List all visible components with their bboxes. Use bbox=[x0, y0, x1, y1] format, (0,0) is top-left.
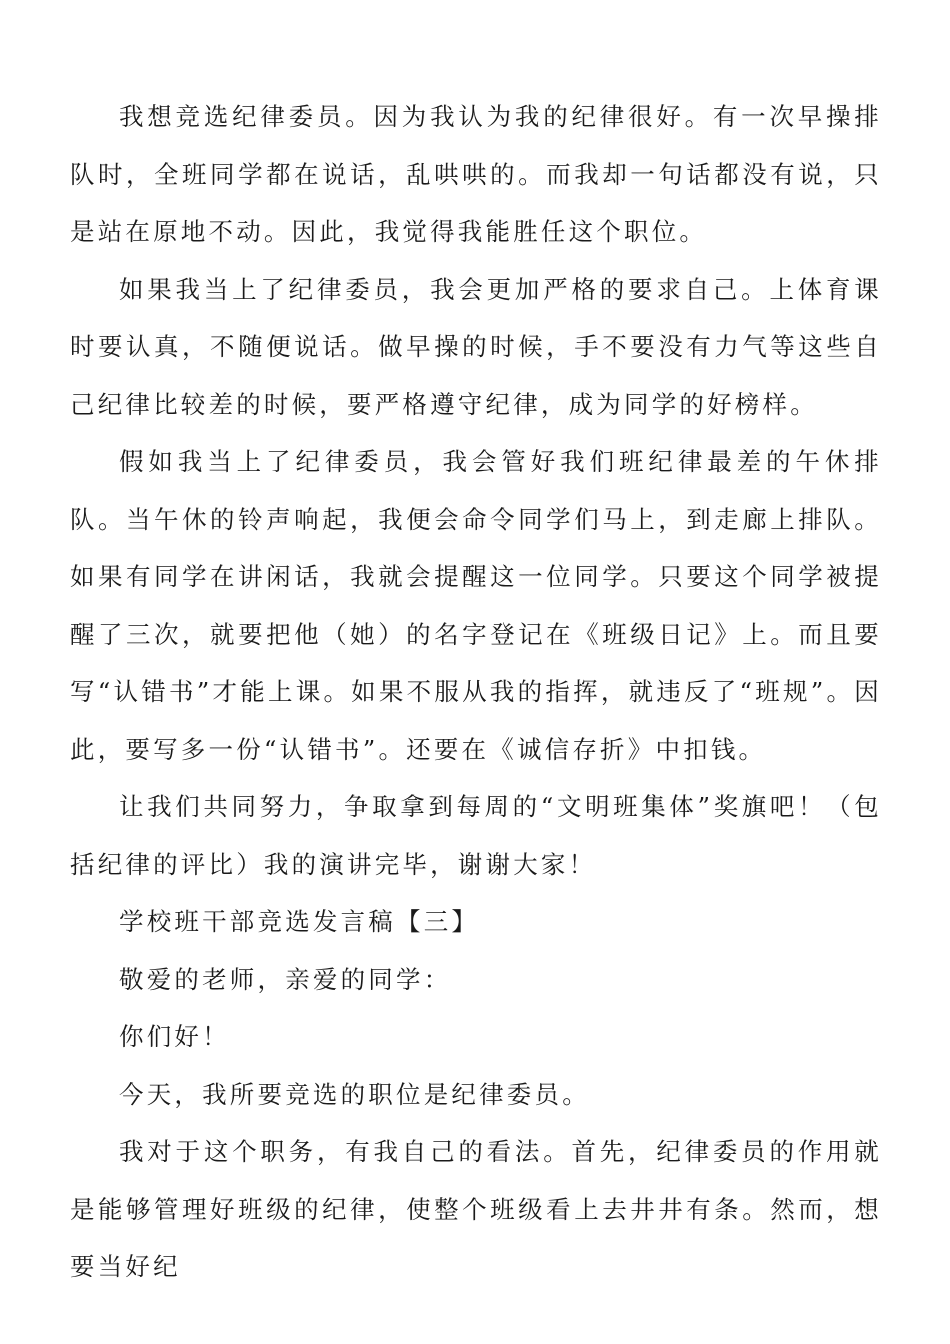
paragraph-5: 今天，我所要竞选的职位是纪律委员。 bbox=[119, 1079, 590, 1109]
section-heading: 学校班干部竞选发言稿【三】 bbox=[119, 907, 480, 936]
paragraph-6: 我对于这个职务，有我自己的看法。首先，纪律委员的作用就是能够管理好班级的纪律，使整个班级看上去井井有条。然而，想要当好纪 bbox=[70, 1137, 882, 1281]
paragraph-2: 如果我当上了纪律委员，我会更加严格的要求自己。上体育课时要认真，不随便说话。做早操的时候，手不要没有力气等这些自己纪律比较差的时候，要严格遵守纪律，成为同学的好榜样。 bbox=[70, 274, 882, 419]
paragraph-1: 我想竞选纪律委员。因为我认为我的纪律很好。有一次早操排队时，全班同学都在说话，乱哄哄的。而我却一句话都没有说，只是站在原地不动。因此，我觉得我能胜任这个职位。 bbox=[70, 102, 882, 246]
greeting: 你们好！ bbox=[119, 1022, 230, 1051]
paragraph-4: 让我们共同努力，争取拿到每周的“文明班集体”奖旗吧！（包括纪律的评比）我的演讲完毕，谢谢大家！ bbox=[70, 792, 882, 879]
salutation: 敬爱的老师，亲爱的同学： bbox=[119, 964, 452, 994]
document-body bbox=[70, 88, 882, 1296]
paragraph-3: 假如我当上了纪律委员，我会管好我们班纪律最差的午休排队。当午休的铃声响起，我便会命令同学们马上，到走廊上排队。如果有同学在讲闲话，我就会提醒这一位同学。只要这个同学被提醒了三次，就要把他（她）的名字登记在《班级日记》上。而且要写“认错书”才能上课。如果不服从我的指挥，就违反了“班规”。因此，要写多一份“认错书”。还要在《诚信存折》中扣钱。 bbox=[70, 447, 882, 764]
